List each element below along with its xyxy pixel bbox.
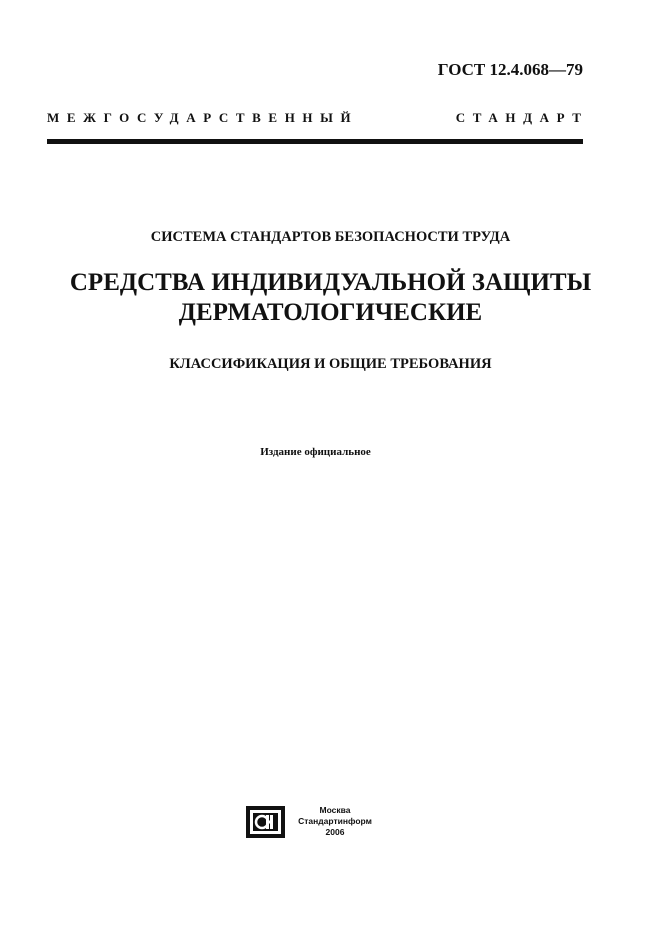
standard-word: СТАНДАРТ	[455, 110, 589, 125]
standartinform-logo-icon	[246, 806, 285, 838]
publisher-block	[290, 805, 380, 838]
header-rule	[47, 139, 583, 144]
gost-number: ГОСТ 12.4.068—79	[437, 60, 583, 79]
interstate-word: МЕЖГОСУДАРСТВЕННЫЙ	[47, 110, 359, 125]
publisher-name: Стандартинформ	[298, 816, 372, 826]
edition-note: Издание официальное	[260, 446, 371, 458]
document-title	[0, 268, 661, 328]
system-line: СИСТЕМА СТАНДАРТОВ БЕЗОПАСНОСТИ ТРУДА	[150, 229, 511, 245]
title-line-1: СРЕДСТВА ИНДИВИДУАЛЬНОЙ ЗАЩИТЫ	[69, 269, 592, 296]
publisher-city: Москва	[319, 805, 351, 815]
document-subtitle: КЛАССИФИКАЦИЯ И ОБЩИЕ ТРЕБОВАНИЯ	[169, 356, 492, 372]
title-line-2: ДЕРМАТОЛОГИЧЕСКИЕ	[178, 299, 483, 326]
interstate-standard-heading	[47, 110, 589, 126]
publisher-year: 2006	[325, 827, 345, 837]
